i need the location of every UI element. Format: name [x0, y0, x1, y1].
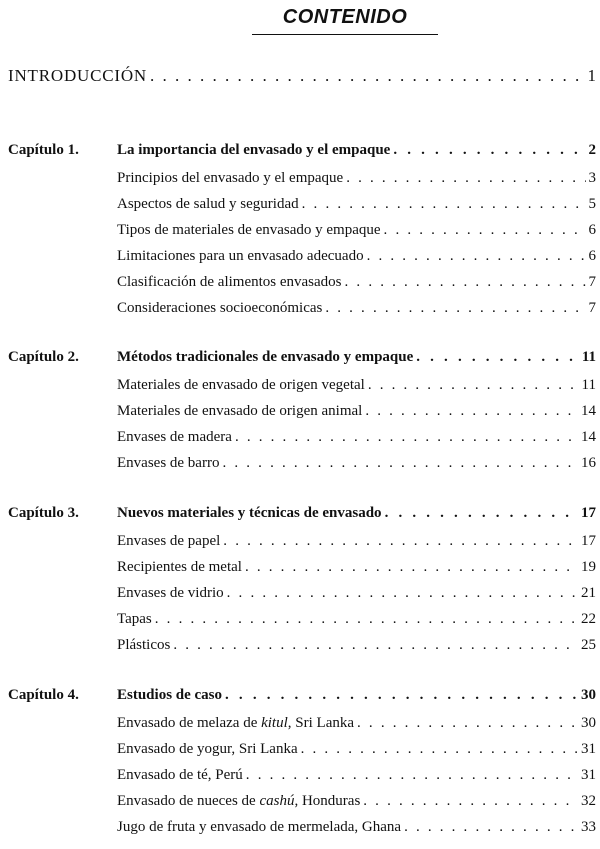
- section-title: Envases de barro: [117, 455, 220, 471]
- toc-page-number: 21: [581, 585, 596, 601]
- section-title: Recipientes de metal: [117, 559, 242, 575]
- dot-leader: [346, 170, 585, 187]
- chapter-4: [8, 687, 596, 845]
- toc-entry-introduction[interactable]: [8, 66, 596, 86]
- toc-entry-section[interactable]: [117, 793, 596, 819]
- toc-entry-section[interactable]: [117, 222, 596, 248]
- chapter-title: Estudios de caso: [117, 687, 223, 703]
- dot-leader: [357, 715, 578, 732]
- toc-page-number: 32: [581, 793, 596, 809]
- dot-leader: [345, 274, 586, 291]
- dot-leader: [404, 819, 578, 836]
- dot-leader: [222, 455, 578, 472]
- toc-page-number: 2: [588, 142, 596, 158]
- toc-page-number: 11: [581, 377, 596, 393]
- toc-entry-section[interactable]: [117, 585, 596, 611]
- chapter-3: [8, 505, 596, 663]
- toc-entry-section[interactable]: [117, 611, 596, 637]
- toc-entry-label: INTRODUCCIÓN: [8, 66, 147, 85]
- toc-page-number: 14: [581, 429, 596, 445]
- section-title: Consideraciones socioeconómicas: [117, 300, 323, 316]
- toc-page-number: 14: [581, 403, 596, 419]
- toc-entry-section[interactable]: [117, 637, 596, 663]
- chapter-2: [8, 349, 596, 481]
- section-title-italic: kitul: [261, 715, 288, 731]
- toc-page-number: 22: [581, 611, 596, 627]
- title-underline: [252, 34, 438, 35]
- toc-page-number: 7: [588, 300, 596, 316]
- chapter-title: Métodos tradicionales de envasado y empaque: [117, 349, 414, 365]
- dot-leader: [325, 300, 585, 317]
- toc-entry-section[interactable]: [117, 403, 596, 429]
- section-title: Envases de madera: [117, 429, 232, 445]
- toc-page-number: 5: [588, 196, 596, 212]
- section-title-italic: cashú: [259, 793, 295, 809]
- chapter-number: Capítulo 1.: [8, 142, 79, 158]
- toc-entry-section[interactable]: [117, 559, 596, 585]
- chapter-1: [8, 142, 596, 326]
- toc-entry-section[interactable]: [117, 377, 596, 403]
- dot-leader: [368, 377, 579, 394]
- dot-leader: [155, 611, 578, 628]
- dot-leader: [363, 793, 578, 810]
- toc-page-number: 33: [581, 819, 596, 835]
- section-title: Principios del envasado y el empaque: [117, 170, 344, 186]
- section-title-part: , Honduras: [294, 793, 361, 809]
- section-title: Tapas: [117, 611, 152, 627]
- dot-leader: [384, 222, 586, 239]
- section-title-part: Envasado de melaza de: [117, 715, 262, 731]
- toc-page-number: 6: [588, 248, 596, 264]
- dot-leader: [367, 248, 586, 265]
- toc-page-number: 25: [581, 637, 596, 653]
- toc-page-number: 6: [588, 222, 596, 238]
- toc-entry-section[interactable]: [117, 170, 596, 196]
- dot-leader: [393, 142, 585, 159]
- toc-entry-section[interactable]: [117, 274, 596, 300]
- dot-leader: [246, 767, 578, 784]
- toc-entry-section[interactable]: [117, 455, 596, 481]
- toc-entry-section[interactable]: [117, 819, 596, 845]
- toc-page-number: 17: [581, 533, 596, 549]
- chapter-title: Nuevos materiales y técnicas de envasado: [117, 505, 382, 521]
- toc-entry-chapter[interactable]: [8, 142, 596, 170]
- toc-page-number: 7: [588, 274, 596, 290]
- toc-entry-chapter[interactable]: [8, 687, 596, 715]
- toc-page-number: 11: [581, 349, 596, 365]
- toc-entry-chapter[interactable]: [8, 505, 596, 533]
- dot-leader: [225, 687, 578, 704]
- section-title: [117, 715, 354, 732]
- dot-leader: [365, 403, 578, 420]
- dot-leader: [385, 505, 578, 522]
- section-title: Jugo de fruta y envasado de mermelada, Ghana: [117, 819, 402, 835]
- toc-entry-chapter[interactable]: [8, 349, 596, 377]
- dot-leader: [227, 585, 578, 602]
- section-title: [117, 793, 360, 810]
- chapter-number: Capítulo 3.: [8, 505, 79, 521]
- dot-leader: [223, 533, 578, 550]
- dot-leader: [416, 349, 579, 366]
- section-title: Plásticos: [117, 637, 171, 653]
- toc-page-number: 3: [588, 170, 596, 186]
- section-title: Materiales de envasado de origen animal: [117, 403, 363, 419]
- toc-entry-section[interactable]: [117, 300, 596, 326]
- section-title: Aspectos de salud y seguridad: [117, 196, 299, 212]
- dot-leader: [150, 66, 585, 86]
- section-title: Envasado de yogur, Sri Lanka: [117, 741, 298, 757]
- toc-page-number: 1: [587, 66, 596, 85]
- toc-page-number: 30: [581, 715, 596, 731]
- section-title: Materiales de envasado de origen vegetal: [117, 377, 365, 393]
- page-title: CONTENIDO: [282, 6, 408, 28]
- toc-page-number: 19: [581, 559, 596, 575]
- chapter-number: Capítulo 2.: [8, 349, 79, 365]
- dot-leader: [301, 741, 578, 758]
- section-title: Tipos de materiales de envasado y empaque: [117, 222, 381, 238]
- toc-page-number: 31: [581, 767, 596, 783]
- toc-page-number: 31: [581, 741, 596, 757]
- toc-entry-section[interactable]: [117, 715, 596, 741]
- dot-leader: [302, 196, 586, 213]
- toc-entry-section[interactable]: [117, 248, 596, 274]
- chapter-title: La importancia del envasado y el empaque: [117, 142, 391, 158]
- section-title-part: , Sri Lanka: [287, 715, 355, 731]
- toc-page-number: 30: [581, 687, 596, 703]
- section-title-part: Envasado de nueces de: [117, 793, 260, 809]
- toc-page-number: 17: [581, 505, 596, 521]
- toc-entry-section[interactable]: [117, 533, 596, 559]
- toc-entry-section[interactable]: [117, 196, 596, 222]
- section-title: Envasado de té, Perú: [117, 767, 243, 783]
- section-title: Limitaciones para un envasado adecuado: [117, 248, 364, 264]
- dot-leader: [235, 429, 578, 446]
- section-title: Envases de papel: [117, 533, 221, 549]
- section-title: Envases de vidrio: [117, 585, 224, 601]
- toc-entry-section[interactable]: [117, 429, 596, 455]
- toc-page-number: 16: [581, 455, 596, 471]
- dot-leader: [245, 559, 578, 576]
- toc-entry-section[interactable]: [117, 767, 596, 793]
- dot-leader: [173, 637, 578, 654]
- section-title: Clasificación de alimentos envasados: [117, 274, 342, 290]
- toc-entry-section[interactable]: [117, 741, 596, 767]
- chapter-number: Capítulo 4.: [8, 687, 79, 703]
